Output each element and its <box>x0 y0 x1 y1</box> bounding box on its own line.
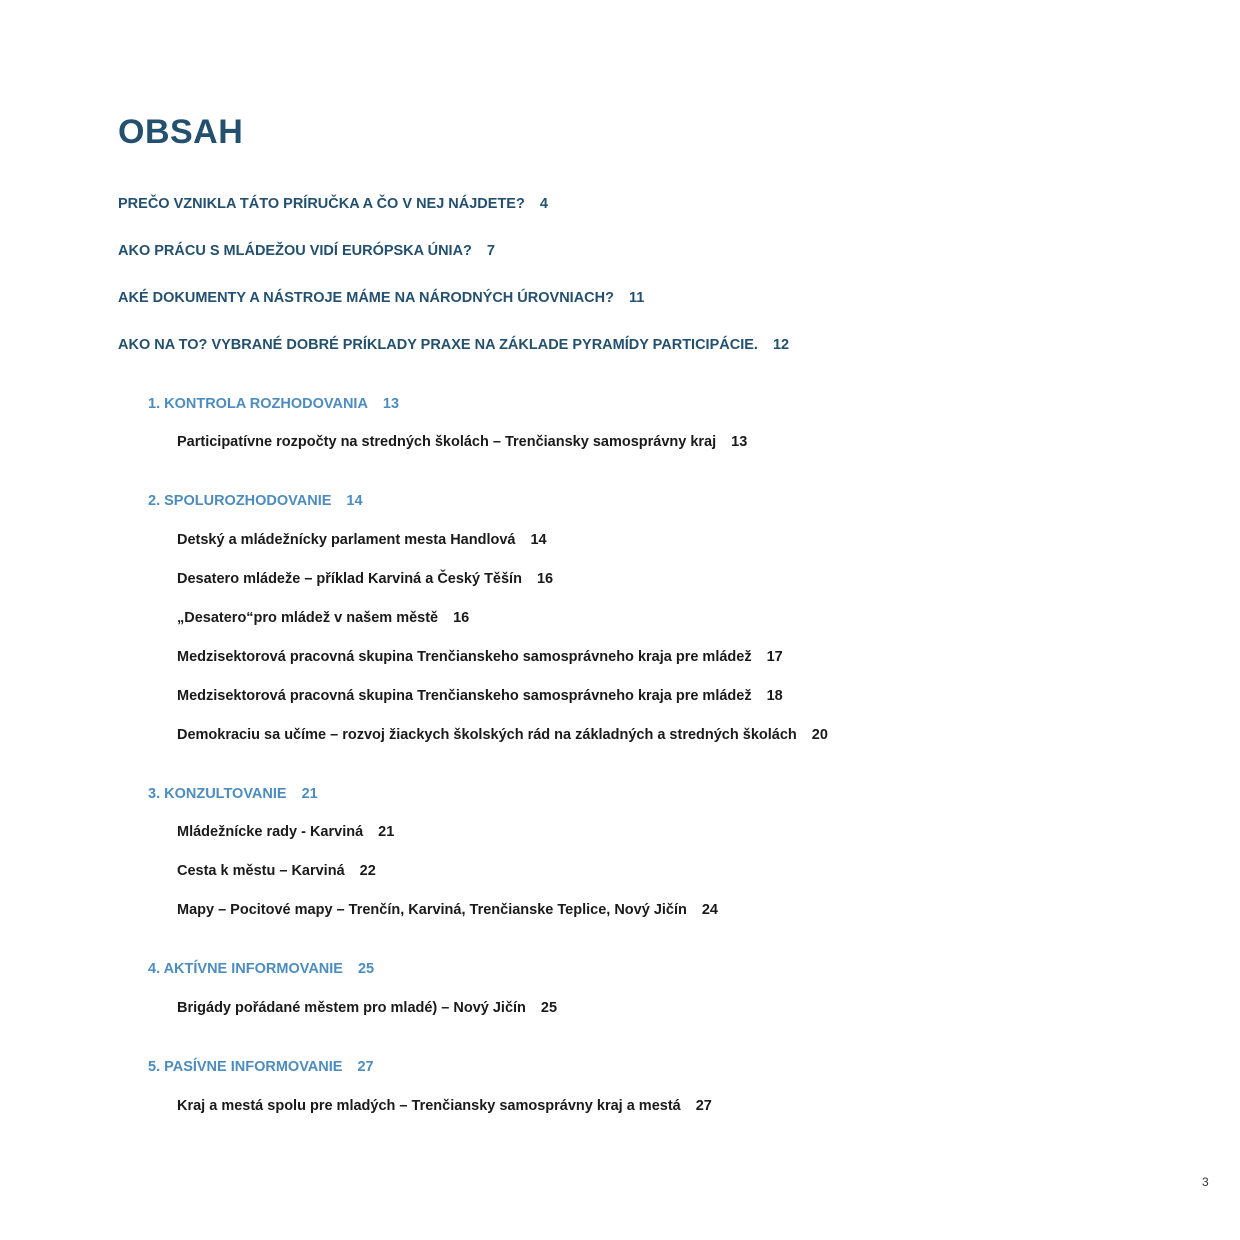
toc-subentry[interactable] <box>177 432 747 452</box>
toc-subentry[interactable] <box>177 569 553 589</box>
toc-subentry-page: 20 <box>811 727 828 743</box>
toc-subentry-label: „Desatero“pro mládež v našem městě <box>177 610 439 626</box>
toc-subentry[interactable] <box>177 998 557 1018</box>
toc-subentry[interactable] <box>177 686 783 706</box>
page-number: 3 <box>1202 1175 1209 1189</box>
toc-subentry-label: Brigády pořádané městem pro mladé) – Nový Jičín <box>177 1000 526 1016</box>
toc-subentry-page: 22 <box>359 863 376 879</box>
toc-subentry-page: 16 <box>453 610 470 626</box>
toc-section-label: 1. KONTROLA ROZHODOVANIA <box>148 396 368 412</box>
toc-subentry[interactable] <box>177 1096 712 1116</box>
toc-subentry-page: 13 <box>731 434 748 450</box>
toc-section-heading[interactable] <box>148 394 399 414</box>
toc-subentry-label: Participatívne rozpočty na stredných školách – Trenčiansky samosprávny kraj <box>177 434 717 450</box>
toc-section-page: 13 <box>382 396 400 412</box>
toc-subentry[interactable] <box>177 861 376 881</box>
toc-subentry-label: Mapy – Pocitové mapy – Trenčín, Karviná, Trenčianske Teplice, Nový Jičín <box>177 902 687 918</box>
toc-subentry-page: 18 <box>766 688 783 704</box>
toc-subentry-page: 27 <box>695 1098 712 1114</box>
toc-subentry-page: 24 <box>701 902 718 918</box>
toc-subentry-page: 25 <box>540 1000 558 1016</box>
toc-entry[interactable] <box>118 194 548 214</box>
toc-section-heading[interactable] <box>148 959 374 979</box>
toc-subentry[interactable] <box>177 647 783 667</box>
toc-subentry-page: 16 <box>536 571 554 587</box>
toc-subentry[interactable] <box>177 900 718 920</box>
toc-entry-label: AKÉ DOKUMENTY A NÁSTROJE MÁME NA NÁRODNÝCH ÚROVNIACH? <box>118 290 614 306</box>
toc-subentry[interactable] <box>177 530 547 550</box>
toc-subentry-page: 21 <box>378 824 395 840</box>
toc-subentry-label: Medzisektorová pracovná skupina Trenčianskeho samosprávneho kraja pre mládež <box>177 649 752 665</box>
toc-section-page: 27 <box>357 1059 374 1075</box>
toc-entry-label: PREČO VZNIKLA TÁTO PRÍRUČKA A ČO V NEJ NÁJDETE? <box>118 196 525 212</box>
toc-entry-page: 4 <box>539 196 548 212</box>
toc-entry-page: 11 <box>628 290 645 306</box>
toc-subentry-label: Mládežnícke rady - Karviná <box>177 824 364 840</box>
toc-entry[interactable] <box>118 241 495 261</box>
toc-section-heading[interactable] <box>148 491 363 511</box>
toc-entry-page: 12 <box>772 337 790 353</box>
page-title: OBSAH <box>118 113 244 151</box>
toc-entry-label: AKO PRÁCU S MLÁDEŽOU VIDÍ EURÓPSKA ÚNIA? <box>118 243 472 259</box>
toc-section-label: 2. SPOLUROZHODOVANIE <box>148 493 332 509</box>
toc-entry-page: 7 <box>486 243 495 259</box>
toc-subentry-label: Desatero mládeže – příklad Karviná a Český Těšín <box>177 571 522 587</box>
toc-subentry[interactable] <box>177 725 828 745</box>
toc-subentry-label: Medzisektorová pracovná skupina Trenčianskeho samosprávneho kraja pre mládež <box>177 688 752 704</box>
toc-section-heading[interactable] <box>148 784 318 804</box>
toc-entry[interactable] <box>118 335 789 355</box>
toc-section-page: 21 <box>301 786 318 802</box>
toc-section-page: 14 <box>346 493 363 509</box>
toc-section-page: 25 <box>357 961 375 977</box>
toc-subentry-label: Kraj a mestá spolu pre mladých – Trenčiansky samosprávny kraj a mestá <box>177 1098 681 1114</box>
toc-section-label: 4. AKTÍVNE INFORMOVANIE <box>148 961 343 977</box>
toc-entry-label: AKO NA TO? VYBRANÉ DOBRÉ PRÍKLADY PRAXE NA ZÁKLADE PYRAMÍDY PARTICIPÁCIE. <box>118 337 758 353</box>
toc-subentry[interactable] <box>177 608 469 628</box>
toc-subentry-label: Demokraciu sa učíme – rozvoj žiackych školských rád na základných a stredných školách <box>177 727 797 743</box>
toc-subentry-page: 17 <box>766 649 783 665</box>
toc-section-heading[interactable] <box>148 1057 374 1077</box>
toc-section-label: 3. KONZULTOVANIE <box>148 786 287 802</box>
toc-subentry-page: 14 <box>530 532 547 548</box>
toc-subentry-label: Cesta k městu – Karviná <box>177 863 345 879</box>
toc-subentry-label: Detský a mládežnícky parlament mesta Handlová <box>177 532 516 548</box>
toc-section-label: 5. PASÍVNE INFORMOVANIE <box>148 1059 343 1075</box>
toc-entry[interactable] <box>118 288 644 308</box>
toc-subentry[interactable] <box>177 822 394 842</box>
